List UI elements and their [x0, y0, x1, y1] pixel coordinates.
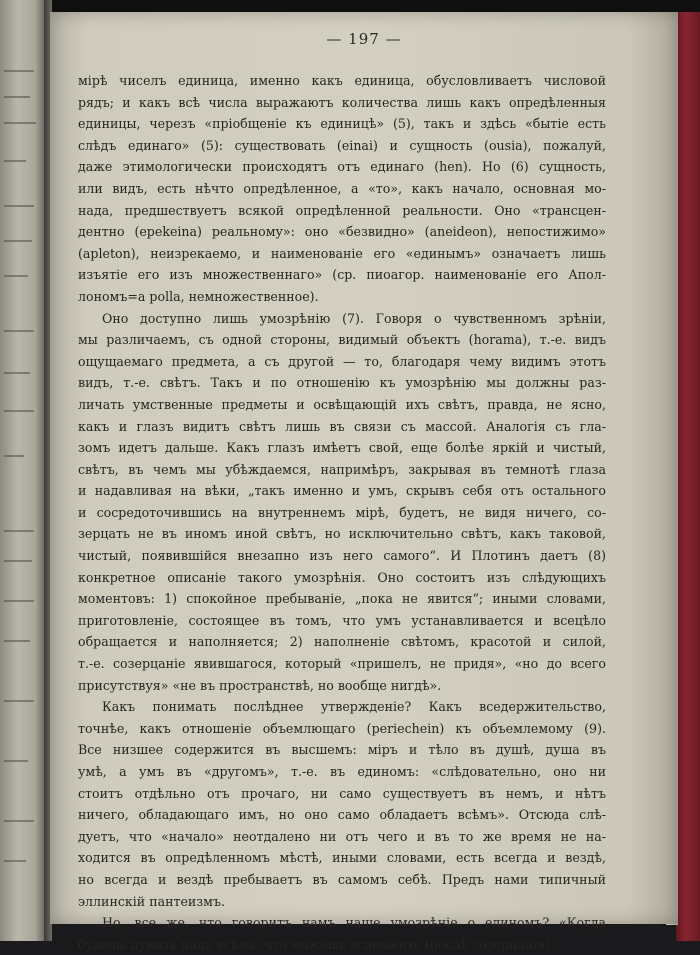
book-page: [50, 12, 678, 952]
text-line: мы различаемъ, съ одной стороны, видимый объектъ (horama), т.-е. видъ: [78, 332, 606, 348]
text-line: какъ и глазъ видитъ свѣтъ лишь въ связи съ массой. Аналогія съ гла-: [78, 418, 606, 434]
text-line: ощущаемаго предмета, а съ другой — то, благодаря чему видимъ этотъ: [78, 353, 606, 369]
text-line: ничего, обладающаго имъ, но оно само обладаетъ всѣмъ». Отсюда слѣ-: [78, 807, 606, 823]
text-line: мірѣ чиселъ единица, именно какъ единица, обусловливаетъ числовой: [78, 73, 606, 88]
page-number: — 197 —: [326, 30, 402, 48]
text-line: но всегда и вездѣ пребываетъ въ самомъ себѣ. Предъ нами типичный: [78, 871, 606, 887]
text-line: дуетъ, что «начало» неотдалено ни отъ чего и въ то же время не на-: [78, 828, 606, 844]
text-line: или видъ, есть нѣчто опредѣленное, а «то», какъ начало, основная мо-: [78, 180, 606, 196]
text-line: конкретное описаніе такого умозрѣнія. Оно состоитъ изъ слѣдующихъ: [78, 569, 606, 585]
text-line: личать умственные предметы и освѣщающій ихъ свѣтъ, правда, не ясно,: [78, 396, 606, 412]
text-line: обращается и наполняется; 2) наполненіе свѣтомъ, красотой и силой,: [78, 634, 606, 650]
text-line: присутствуя» «не въ пространствѣ, но вообще нигдѣ».: [78, 677, 442, 693]
text-line: стоитъ отдѣльно отъ прочаго, ни само существуетъ въ немъ, и нѣтъ: [78, 785, 606, 801]
text-line: и сосредоточившись на внутреннемъ мірѣ, будетъ, не видя ничего, со-: [78, 504, 606, 520]
text-line: т.-е. созерцаніе явившагося, который «пришелъ, не придя», «но до всего: [78, 656, 606, 672]
text-line: Но, все же, что говоритъ намъ наше умозрѣніе о единомъ? «Когда: [102, 915, 606, 931]
text-line: рядъ; и какъ всѣ числа выражаютъ количества лишь какъ опредѣленныя: [78, 94, 606, 110]
text-line: будешь думать надъ всѣмъ, что можешь вспомнить (послѣ созерцанія): [78, 936, 551, 952]
facing-page-edge: [0, 0, 44, 941]
text-line: единицы, черезъ «пріобщеніе къ единицѣ» (5), такъ и здѣсь «бытіе есть: [78, 116, 606, 132]
text-line: (apleton), неизрекаемо, и наименованіе его «единымъ» означаетъ лишь: [78, 245, 606, 261]
text-line: чистый, появившійся внезапно изъ него самого“. И Плотинъ даетъ (8): [78, 548, 606, 564]
text-line: моментовъ: 1) спокойное пребываніе, „пока не явится“; иными словами,: [78, 591, 606, 607]
text-line: изъятіе его изъ множественнаго» (ср. пиоагор. наименованіе его Апол-: [78, 267, 606, 283]
text-line: приготовленіе, состоящее въ томъ, что умъ устанавливается и всецѣло: [78, 612, 606, 628]
text-line: лономъ=a polla, немножественное).: [78, 288, 319, 304]
text-line: Все низшее содержится въ высшемъ: міръ и тѣло въ душѣ, душа въ: [78, 742, 606, 758]
text-line: эллинскій пантеизмъ.: [78, 893, 225, 909]
text-line: свѣтъ, въ чемъ мы убѣждаемся, напримѣръ, закрывая въ темнотѣ глаза: [78, 461, 606, 477]
text-line: и надавливая на вѣки, „такъ именно и умъ, скрывъ себя отъ остального: [78, 483, 606, 499]
text-line: умѣ, а умъ въ «другомъ», т.-е. въ единомъ: «слѣдовательно, оно ни: [78, 764, 606, 779]
text-line: видъ, т.-е. свѣтъ. Такъ и по отношенію къ умозрѣнію мы должны раз-: [78, 375, 606, 391]
text-line: ходится въ опредѣленномъ мѣстѣ, иными словами, есть всегда и вездѣ,: [78, 850, 606, 866]
text-line: точнѣе, какъ отношеніе объемлющаго (periechein) къ объемлемому (9).: [78, 720, 606, 736]
book-cover-edge: [676, 12, 700, 941]
text-line: Какъ понимать послѣднее утвержденіе? Какъ вседержительство,: [102, 699, 606, 715]
text-line: зомъ идетъ дальше. Какъ глазъ имѣетъ свой, еще болѣе яркій и чистый,: [78, 440, 606, 456]
page-text: [78, 70, 606, 955]
text-line: даже этимологически происходятъ отъ единаго (hen). Но (6) сущность,: [78, 159, 606, 175]
text-line: нада, предшествуетъ всякой опредѣленной реальности. Оно «трансцен-: [78, 202, 606, 218]
text-line: дентно (epekeina) реальному»: оно «безвидно» (aneideon), непостижимо»: [78, 224, 606, 240]
text-line: Оно доступно лишь умозрѣнію (7). Говоря о чувственномъ зрѣніи,: [102, 310, 606, 326]
text-line: зерцать не въ иномъ иной свѣтъ, но исключительно свѣтъ, какъ таковой,: [78, 526, 606, 542]
text-line: слѣдъ единаго» (5): существовать (einai) и сущность (ousia), пожалуй,: [78, 137, 606, 153]
